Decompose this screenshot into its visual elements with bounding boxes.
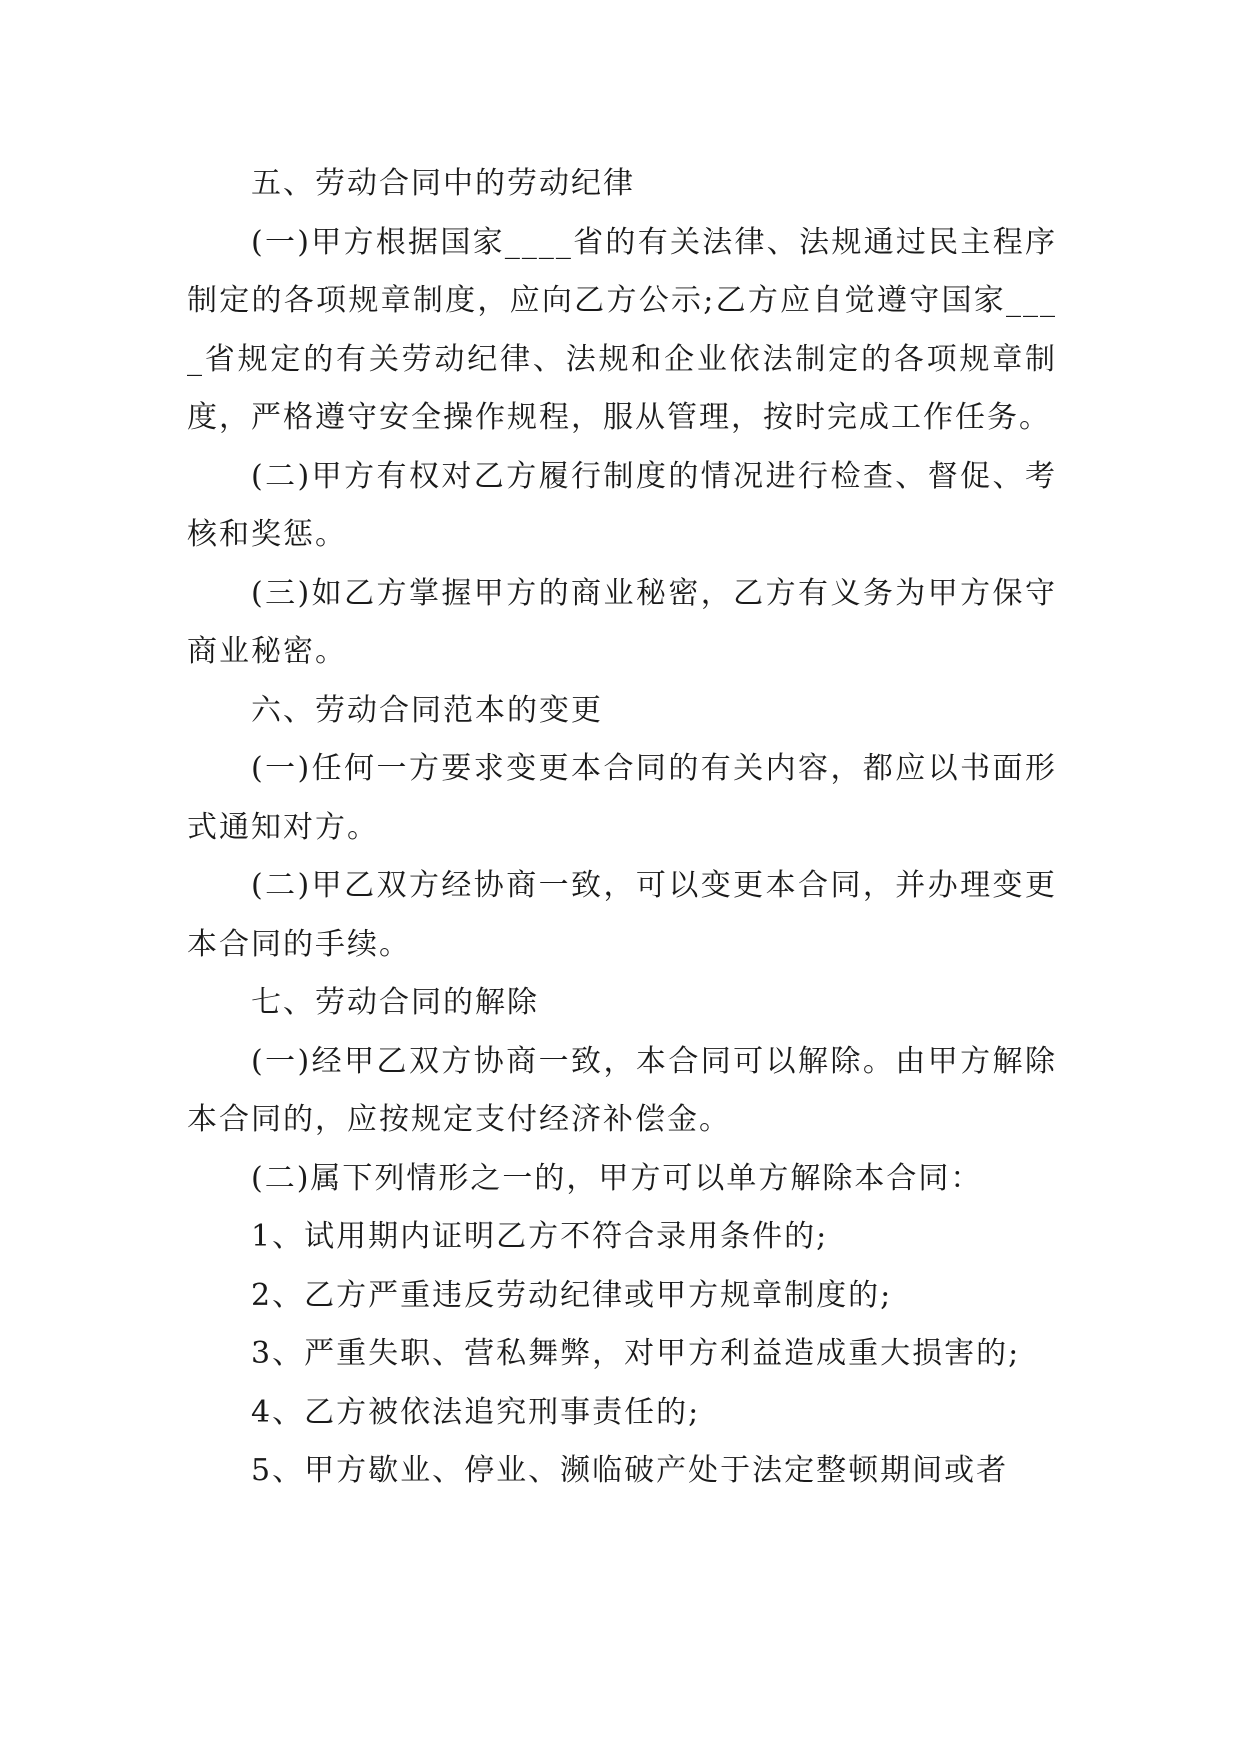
paragraph: (一)甲方根据国家____省的有关法律、法规通过民主程序制定的各项规章制度，应向乙方公示;乙方应自觉遵守国家____省规定的有关劳动纪律、法规和企业依法制定的各项规章制度，严格遵守安全操作规程，服从管理，按时完成工作任务。: [187, 224, 1057, 435]
list-item: 1、试用期内证明乙方不符合录用条件的;: [251, 1219, 829, 1254]
section-heading-7: 七、劳动合同的解除: [251, 985, 539, 1020]
paragraph: (二)甲乙双方经协商一致，可以变更本合同，并办理变更本合同的手续。: [187, 868, 1057, 962]
paragraph: (一)任何一方要求变更本合同的有关内容，都应以书面形式通知对方。: [187, 751, 1057, 845]
section-heading-6: 六、劳动合同范本的变更: [251, 692, 603, 728]
paragraph: (二)属下列情形之一的，甲方可以单方解除本合同：: [251, 1160, 983, 1196]
list-item: 5、甲方歇业、停业、濒临破产处于法定整顿期间或者: [251, 1453, 1009, 1488]
paragraph: (二)甲方有权对乙方履行制度的情况进行检查、督促、考核和奖惩。: [187, 458, 1057, 552]
list-item: 2、乙方严重违反劳动纪律或甲方规章制度的;: [251, 1277, 893, 1313]
list-item: 4、乙方被依法追究刑事责任的;: [251, 1394, 701, 1430]
list-item: 3、严重失职、营私舞弊，对甲方利益造成重大损害的;: [251, 1336, 1021, 1371]
paragraph: (三)如乙方掌握甲方的商业秘密，乙方有义务为甲方保守商业秘密。: [187, 575, 1057, 669]
section-heading-5: 五、劳动合同中的劳动纪律: [251, 166, 635, 201]
document-body: [187, 155, 1057, 1501]
paragraph: (一)经甲乙双方协商一致，本合同可以解除。由甲方解除本合同的，应按规定支付经济补偿金。: [187, 1043, 1057, 1137]
